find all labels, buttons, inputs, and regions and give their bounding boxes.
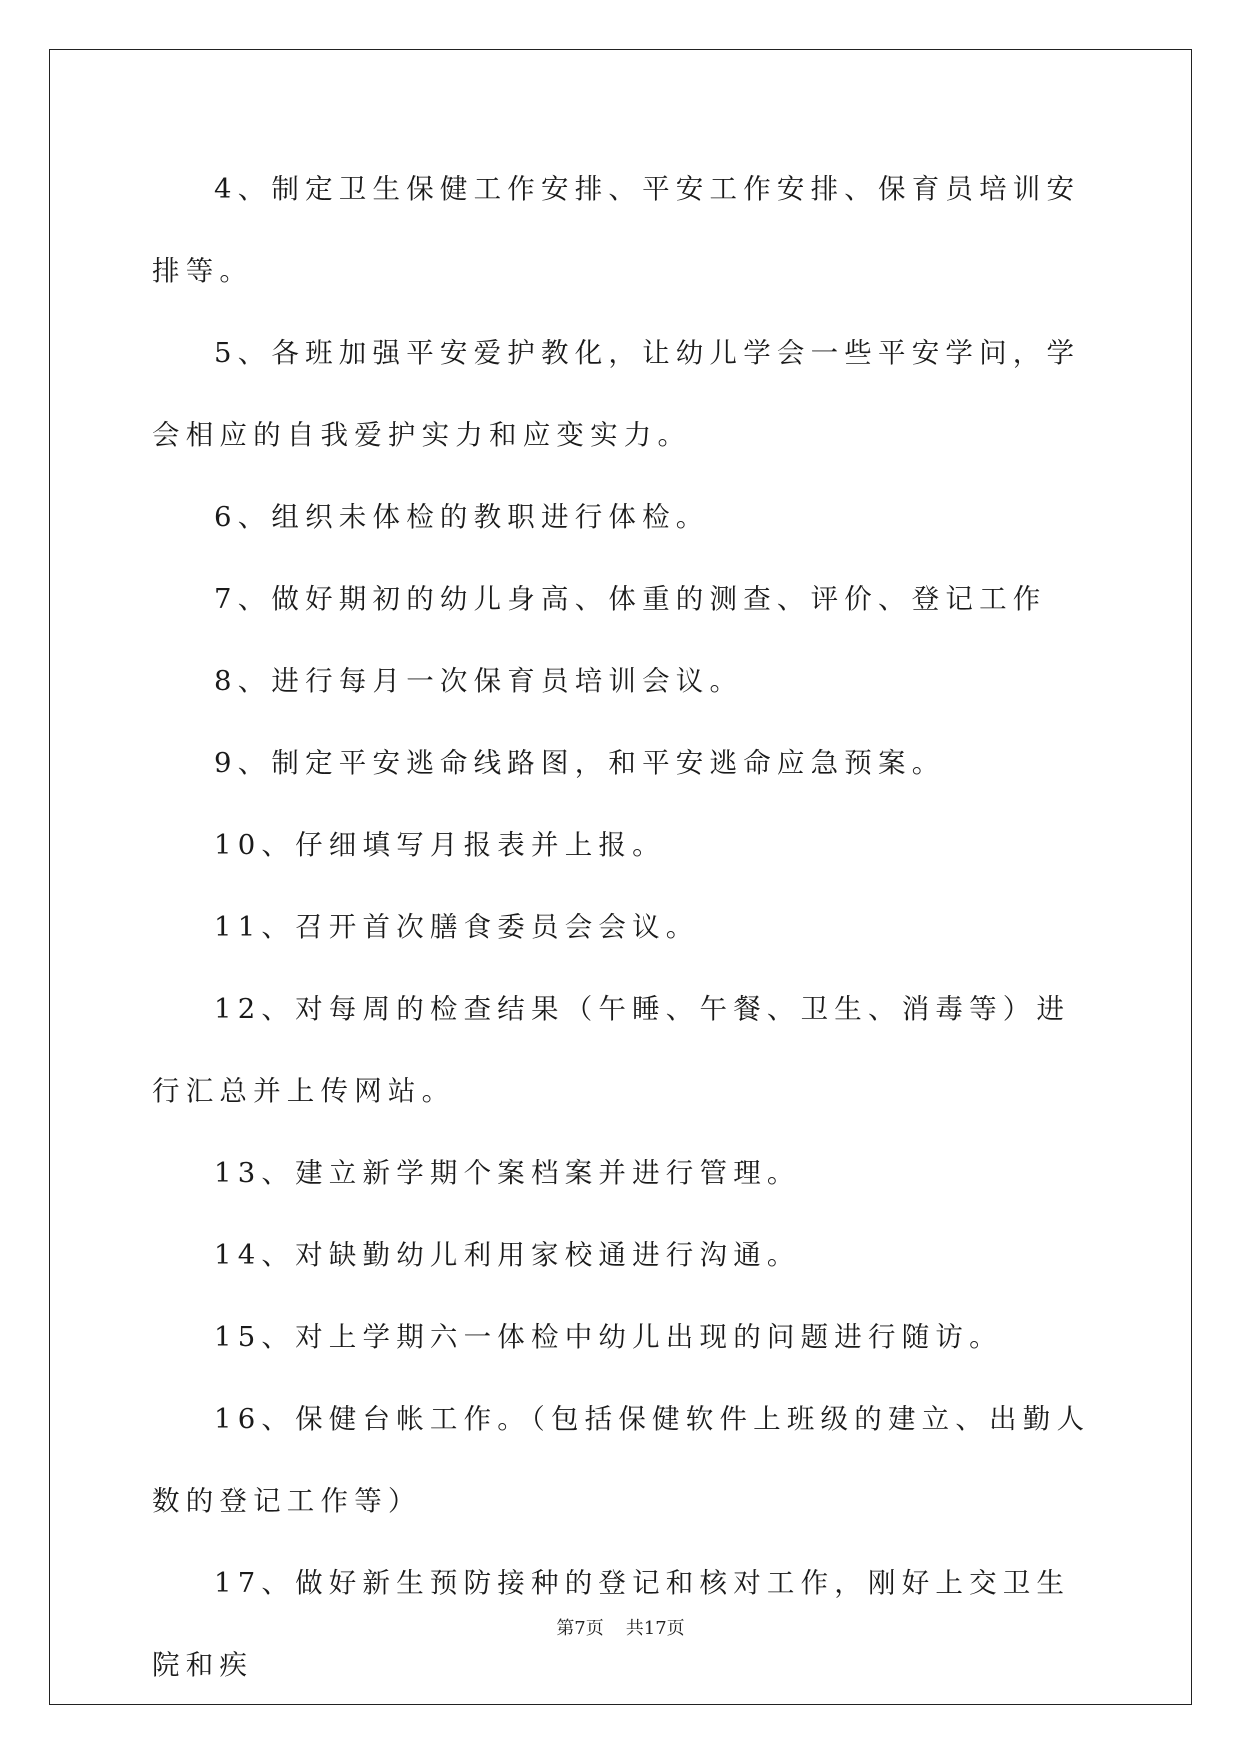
paragraph: 17、做好新生预防接种的登记和核对工作，刚好上交卫生院和疾: [152, 1567, 1071, 1681]
paragraph: 10、仔细填写月报表并上报。: [214, 829, 666, 861]
page-number: 第7页: [556, 1618, 604, 1639]
paragraph: 15、对上学期六一体检中幼儿出现的问题进行随访。: [214, 1321, 1003, 1353]
paragraph: 13、建立新学期个案档案并进行管理。: [214, 1157, 801, 1189]
paragraph: 9、制定平安逃命线路图，和平安逃命应急预案。: [214, 747, 946, 779]
document-body: [152, 148, 1092, 1706]
page-total: 共17页: [625, 1618, 685, 1639]
paragraph: 12、对每周的检查结果（午睡、午餐、卫生、消毒等）进行汇总并上传网站。: [152, 993, 1071, 1107]
paragraph: 11、召开首次膳食委员会会议。: [214, 911, 700, 943]
page-footer: [0, 1614, 1241, 1640]
paragraph: 4、制定卫生保健工作安排、平安工作安排、保育员培训安排等。: [152, 173, 1081, 287]
paragraph: 7、做好期初的幼儿身高、体重的测查、评价、登记工作: [214, 583, 1047, 615]
paragraph: 14、对缺勤幼儿利用家校通进行沟通。: [214, 1239, 801, 1271]
paragraph: 16、保健台帐工作。（包括保健软件上班级的建立、出勤人数的登记工作等）: [152, 1403, 1091, 1517]
paragraph: 5、各班加强平安爱护教化，让幼儿学会一些平安学问，学会相应的自我爱护实力和应变实力。: [152, 337, 1081, 451]
paragraph: 8、进行每月一次保育员培训会议。: [214, 665, 744, 697]
paragraph: 6、组织未体检的教职进行体检。: [214, 501, 710, 533]
